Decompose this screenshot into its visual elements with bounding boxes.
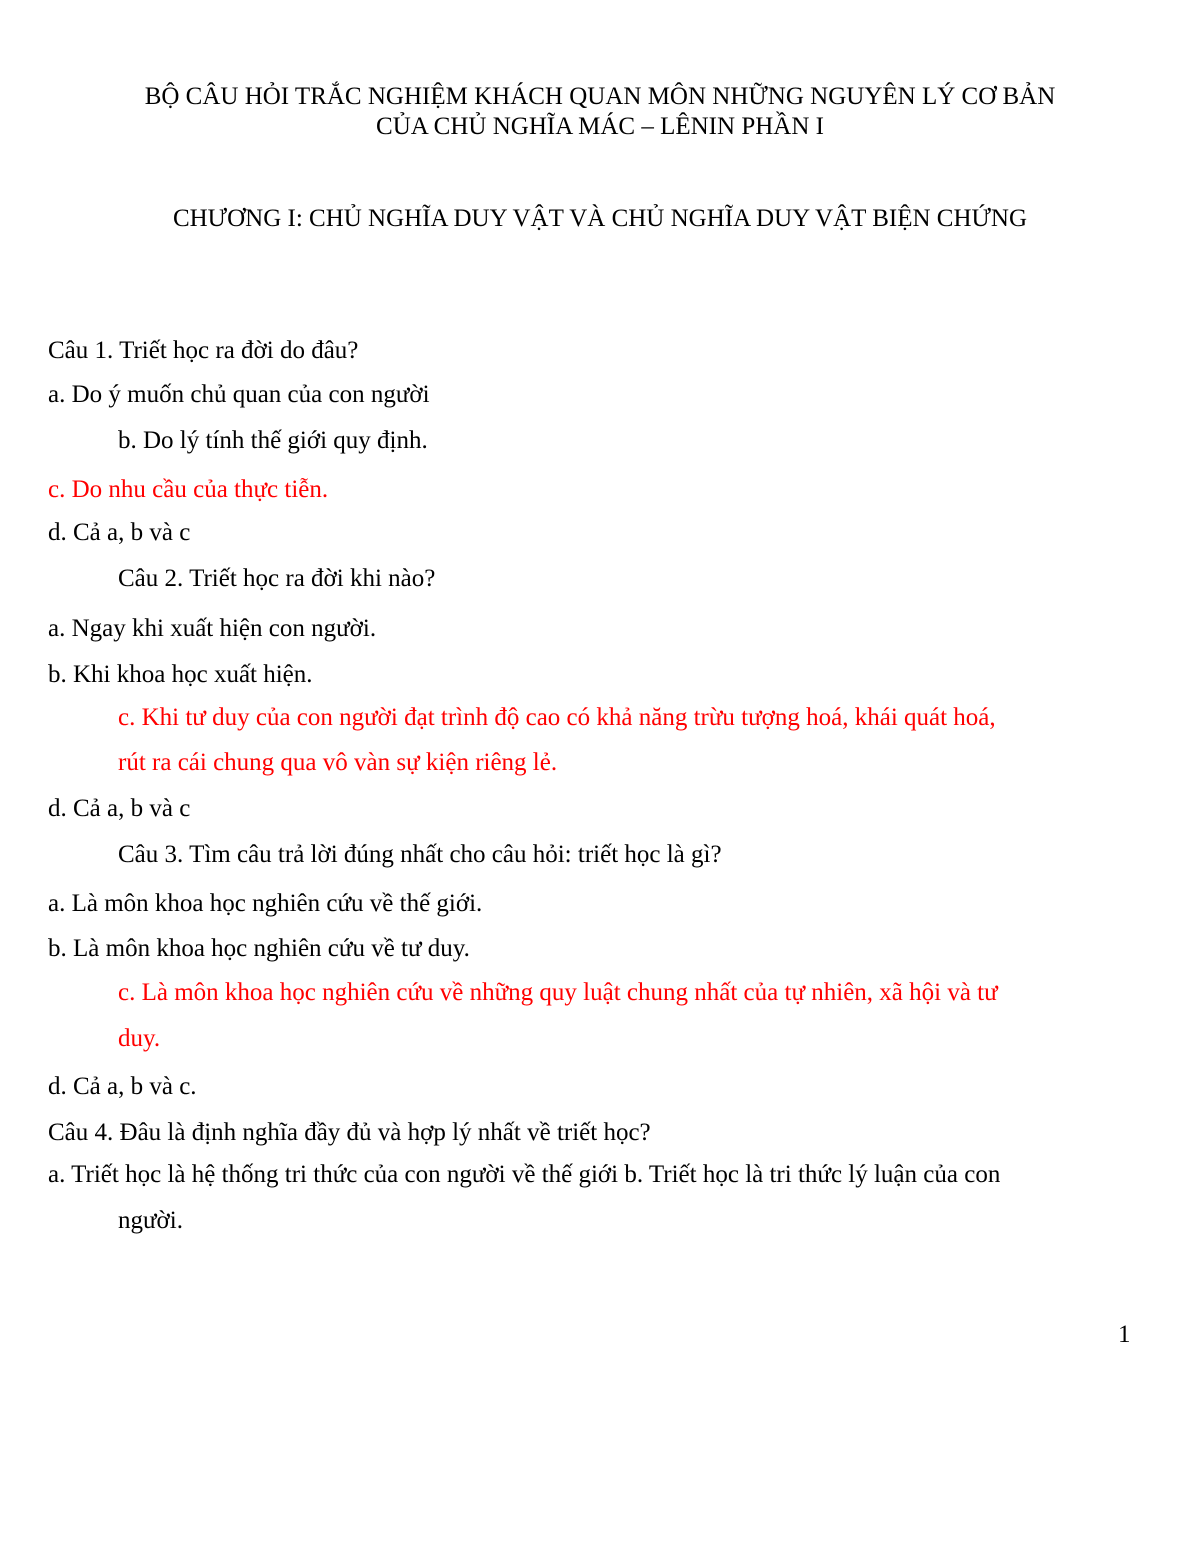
question-1-option-a: a. Do ý muốn chủ quan của con người (48, 381, 430, 408)
question-1-option-c-answer: c. Do nhu cầu của thực tiễn. (48, 476, 329, 503)
question-1-option-b: b. Do lý tính thế giới quy định. (118, 427, 428, 454)
question-3-option-d: d. Cả a, b và c. (48, 1073, 197, 1100)
question-1-option-d: d. Cả a, b và c (48, 519, 191, 546)
question-4-option-a-line-1: a. Triết học là hệ thống tri thức của con người về thế giới b. Triết học là tri thức lý luận của con (48, 1161, 1001, 1188)
question-3: Câu 3. Tìm câu trả lời đúng nhất cho câu hỏi: triết học là gì? (118, 841, 722, 868)
question-3-option-a: a. Là môn khoa học nghiên cứu về thế giới. (48, 890, 483, 917)
chapter-heading: CHƯƠNG I: CHỦ NGHĨA DUY VẬT VÀ CHỦ NGHĨA DUY VẬT BIỆN CHỨNG (172, 205, 1028, 232)
question-2-option-c-answer-line-2: rút ra cái chung qua vô vàn sự kiện riêng lẻ. (118, 749, 558, 776)
question-4: Câu 4. Đâu là định nghĩa đầy đủ và hợp lý nhất về triết học? (48, 1119, 651, 1146)
question-2-option-d: d. Cả a, b và c (48, 795, 191, 822)
question-1: Câu 1. Triết học ra đời do đâu? (48, 337, 359, 364)
question-2: Câu 2. Triết học ra đời khi nào? (118, 565, 436, 592)
question-2-option-b: b. Khi khoa học xuất hiện. (48, 661, 313, 688)
question-3-option-c-answer-line-2: duy. (118, 1025, 161, 1052)
question-4-option-a-line-2: người. (118, 1207, 183, 1234)
question-2-option-a: a. Ngay khi xuất hiện con người. (48, 615, 377, 642)
page-number: 1 (1118, 1321, 1131, 1348)
document-title-line-2: CỦA CHỦ NGHĨA MÁC – LÊNIN PHẦN I (376, 113, 824, 140)
document-title-line-1: BỘ CÂU HỎI TRẮC NGHIỆM KHÁCH QUAN MÔN NHỮNG NGUYÊN LÝ CƠ BẢN (144, 83, 1056, 110)
question-3-option-b: b. Là môn khoa học nghiên cứu về tư duy. (48, 935, 470, 962)
question-2-option-c-answer-line-1: c. Khi tư duy của con người đạt trình độ cao có khả năng trừu tượng hoá, khái quát hoá, (118, 704, 996, 731)
question-3-option-c-answer-line-1: c. Là môn khoa học nghiên cứu về những quy luật chung nhất của tự nhiên, xã hội và tư (118, 979, 998, 1006)
